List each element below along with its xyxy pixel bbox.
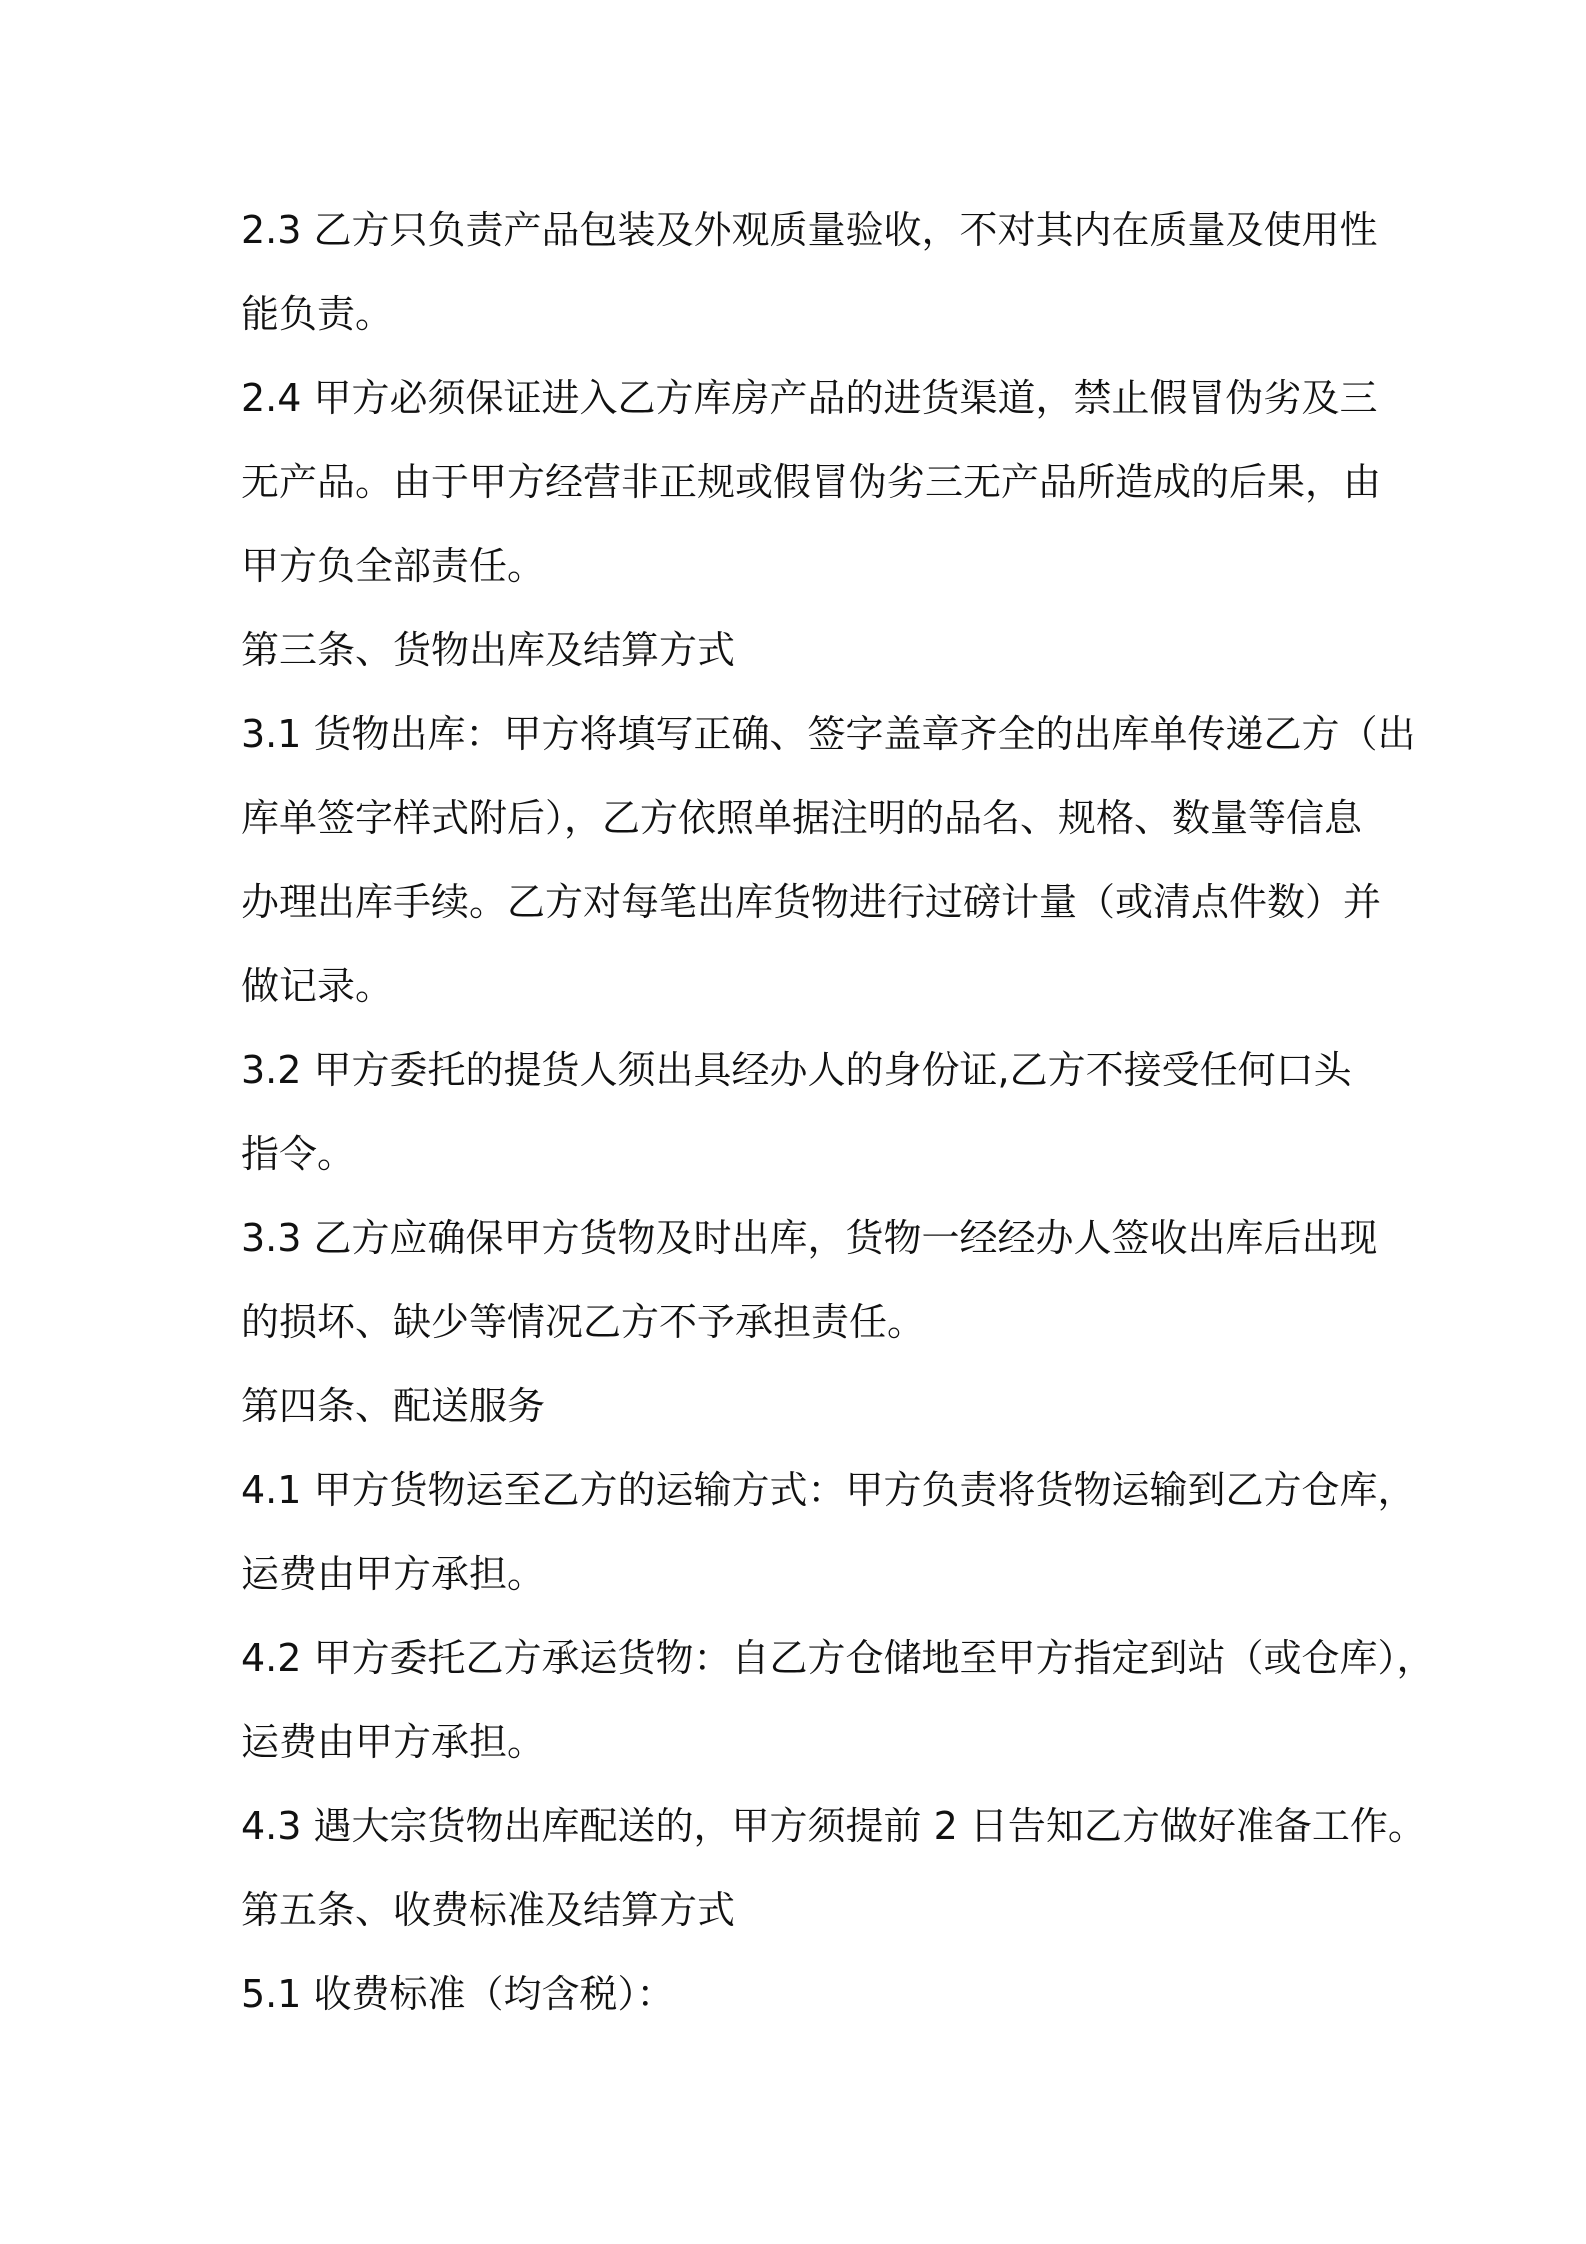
clause-2-4-line-2: 无产品。由于甲方经营非正规或假冒伪劣三无产品所造成的后果，由 <box>241 460 1382 504</box>
clause-4-2-line-2: 运费由甲方承担。 <box>241 1720 546 1764</box>
section-3-heading: 第三条、货物出库及结算方式 <box>241 628 736 672</box>
clause-3-1-line-3: 办理出库手续。乙方对每笔出库货物进行过磅计量（或清点件数）并 <box>241 880 1382 924</box>
clause-3-1-line-4: 做记录。 <box>241 964 394 1008</box>
clause-2-4-line-3: 甲方负全部责任。 <box>241 544 546 588</box>
clause-3-3-line-1: 3.3 乙方应确保甲方货物及时出库，货物一经经办人签收出库后出现 <box>241 1216 1378 1260</box>
clause-4-1-line-1: 4.1 甲方货物运至乙方的运输方式：甲方负责将货物运输到乙方仓库， <box>241 1468 1416 1512</box>
clause-3-3-line-2: 的损坏、缺少等情况乙方不予承担责任。 <box>241 1300 926 1344</box>
clause-3-1-line-1: 3.1 货物出库：甲方将填写正确、签字盖章齐全的出库单传递乙方（出 <box>241 712 1416 756</box>
clause-2-3-line-2: 能负责。 <box>241 292 394 336</box>
clause-3-2-line-1: 3.2 甲方委托的提货人须出具经办人的身份证,乙方不接受任何口头 <box>241 1048 1352 1092</box>
section-5-heading: 第五条、收费标准及结算方式 <box>241 1888 736 1932</box>
clause-4-3-line-1: 4.3 遇大宗货物出库配送的，甲方须提前 2 日告知乙方做好准备工作。 <box>241 1804 1426 1848</box>
section-4-heading: 第四条、配送服务 <box>241 1384 546 1428</box>
clause-3-2-line-2: 指令。 <box>241 1132 356 1176</box>
clause-4-2-line-1: 4.2 甲方委托乙方承运货物：自乙方仓储地至甲方指定到站（或仓库）， <box>241 1636 1435 1680</box>
clause-2-4-line-1: 2.4 甲方必须保证进入乙方库房产品的进货渠道，禁止假冒伪劣及三 <box>241 376 1378 420</box>
clause-4-1-line-2: 运费由甲方承担。 <box>241 1552 546 1596</box>
clause-2-3-line-1: 2.3 乙方只负责产品包装及外观质量验收，不对其内在质量及使用性 <box>241 208 1378 252</box>
clause-5-1-line-1: 5.1 收费标准（均含税）： <box>241 1972 675 2016</box>
clause-3-1-line-2: 库单签字样式附后），乙方依照单据注明的品名、规格、数量等信息 <box>241 796 1363 840</box>
